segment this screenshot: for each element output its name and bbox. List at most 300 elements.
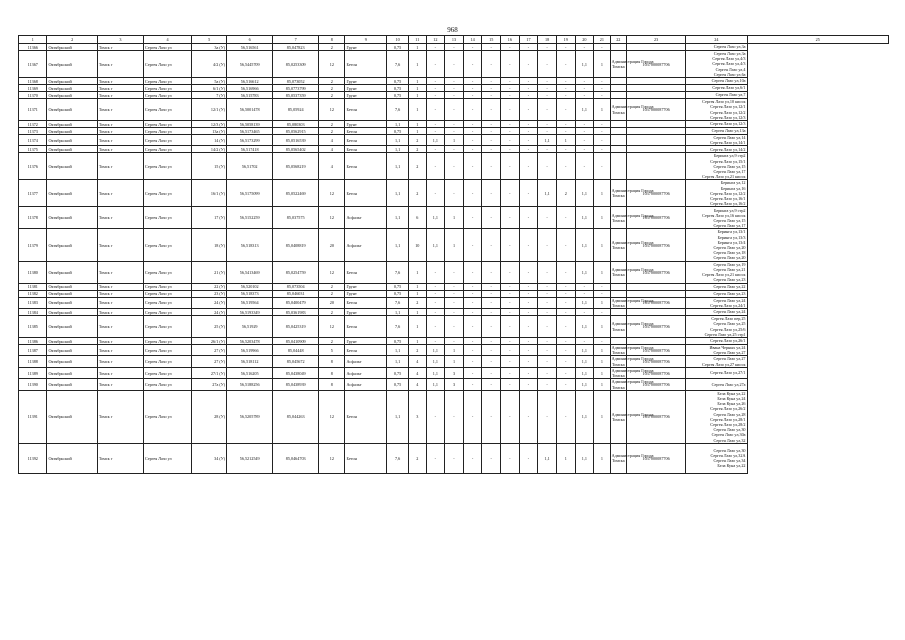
table-cell bbox=[686, 309, 747, 316]
table-cell: - bbox=[538, 99, 557, 121]
table-cell: Томск г bbox=[97, 92, 143, 99]
table-cell: 1037000087706 bbox=[627, 51, 686, 78]
table-cell: Бетон bbox=[345, 316, 387, 338]
table-cell: 56,519966 bbox=[227, 345, 273, 356]
table-cell: 56,518112 bbox=[227, 356, 273, 367]
street-address-line: Сергея Лазо ул,26/1 bbox=[710, 338, 746, 344]
column-header: 10 bbox=[387, 36, 409, 44]
table-cell: - bbox=[519, 367, 538, 378]
street-address-line: Сергея Лазо ул,32А bbox=[710, 453, 746, 459]
table-cell: 1,1 bbox=[575, 356, 594, 367]
org-line: Администрация Города bbox=[611, 212, 654, 218]
table-cell: Сергея Лазо ул bbox=[143, 290, 191, 297]
table-cell: 1 bbox=[445, 207, 464, 229]
table-cell: - bbox=[519, 51, 538, 78]
table-cell: - bbox=[445, 121, 464, 128]
street-address-line: Сергея Лазо ул,30 bbox=[713, 447, 746, 453]
table-cell: 56,5413469 bbox=[227, 261, 273, 283]
table-cell: - bbox=[556, 92, 575, 99]
street-address-line: Сергея Лазо ул,22 bbox=[713, 284, 746, 290]
table-cell: 56,5173465 bbox=[227, 128, 273, 135]
street-address-line: Бела Куна ул,22 bbox=[717, 390, 746, 396]
table-row bbox=[19, 297, 889, 308]
table-cell: Грунт bbox=[345, 44, 387, 51]
street-address-line: Сергея Лазо ул,23 bbox=[713, 291, 746, 297]
table-cell bbox=[686, 379, 747, 390]
table-cell bbox=[610, 44, 626, 51]
table-cell: 1,1 bbox=[575, 180, 594, 207]
table-cell: - bbox=[519, 85, 538, 92]
table-cell: Октябрьский bbox=[47, 51, 97, 78]
table-cell: Томск г bbox=[97, 356, 143, 367]
table-cell bbox=[610, 390, 654, 443]
table-cell: 4 bbox=[409, 379, 427, 390]
street-address-line: Сергея Лазо ул,26/2 bbox=[710, 406, 746, 412]
table-cell: Октябрьский bbox=[47, 99, 97, 121]
table-cell: 1,1 bbox=[387, 153, 409, 180]
table-cell bbox=[686, 261, 747, 283]
table-cell: 1 bbox=[594, 207, 610, 229]
table-row bbox=[19, 92, 889, 99]
street-address-line: Ивана Черных ул,24 bbox=[709, 345, 746, 351]
table-cell: - bbox=[482, 44, 501, 51]
table-cell: - bbox=[426, 180, 445, 207]
table-cell: 11372 bbox=[19, 121, 47, 128]
table-cell: - bbox=[575, 128, 594, 135]
table-cell: - bbox=[482, 309, 501, 316]
table-row bbox=[19, 121, 889, 128]
table-cell: 56,51702 bbox=[227, 153, 273, 180]
table-cell: - bbox=[538, 283, 557, 290]
table-row bbox=[19, 283, 889, 290]
table-row bbox=[19, 443, 889, 473]
table-cell: Грунт bbox=[345, 290, 387, 297]
table-cell: 85,045672 bbox=[273, 356, 319, 367]
street-address-line: Сергея Лазо ул,27 bbox=[713, 356, 746, 362]
table-cell: - bbox=[519, 121, 538, 128]
table-cell: 8 bbox=[319, 356, 345, 367]
table-cell: 85,073052 bbox=[273, 78, 319, 85]
table-cell: - bbox=[482, 92, 501, 99]
table-cell: 56,5212549 bbox=[227, 443, 273, 473]
table-cell: 1,1 bbox=[575, 297, 594, 308]
table-cell: Октябрьский bbox=[47, 379, 97, 390]
table-cell: - bbox=[538, 121, 557, 128]
table-cell: - bbox=[463, 297, 482, 308]
table-cell: 1,1 bbox=[538, 180, 557, 207]
table-cell: 7,6 bbox=[387, 297, 409, 308]
table-cell: - bbox=[463, 135, 482, 146]
table-cell: 85,0773799 bbox=[273, 85, 319, 92]
table-cell: - bbox=[556, 290, 575, 297]
table-row bbox=[19, 135, 889, 146]
table-cell: - bbox=[519, 356, 538, 367]
table-cell bbox=[627, 135, 686, 146]
table-cell: 1,1 bbox=[387, 356, 409, 367]
table-cell: 85,073504 bbox=[273, 283, 319, 290]
table-cell: 1,1 bbox=[387, 135, 409, 146]
table-cell: 1037000087706 bbox=[627, 379, 686, 390]
table-cell bbox=[610, 345, 654, 356]
table-cell: 2 bbox=[319, 338, 345, 345]
table-cell: - bbox=[482, 153, 501, 180]
table-cell: - bbox=[556, 367, 575, 378]
table-cell: Грунт bbox=[345, 283, 387, 290]
table-row bbox=[19, 128, 889, 135]
table-cell: - bbox=[463, 229, 482, 261]
table-cell: - bbox=[575, 92, 594, 99]
table-cell: 1037000087706 bbox=[627, 443, 686, 473]
page-number: 968 bbox=[447, 26, 458, 34]
table-cell: - bbox=[556, 229, 575, 261]
org-line: Томска bbox=[612, 64, 625, 69]
table-cell: - bbox=[501, 390, 520, 443]
table-cell: 1,1 bbox=[575, 345, 594, 356]
table-cell: - bbox=[501, 153, 520, 180]
table-cell: Бетон bbox=[345, 153, 387, 180]
org-line: Администрация Города bbox=[611, 321, 654, 327]
table-cell: 3 bbox=[445, 367, 464, 378]
table-cell: 11370 bbox=[19, 92, 47, 99]
table-cell: - bbox=[463, 290, 482, 297]
table-cell: 16/1 (У) bbox=[192, 180, 227, 207]
table-cell: 56,5175099 bbox=[227, 180, 273, 207]
street-address-line: Сергея Лазо ул,6а bbox=[713, 71, 746, 77]
table-cell: - bbox=[463, 99, 482, 121]
table-cell: 25 (У) bbox=[192, 316, 227, 338]
table-cell: - bbox=[556, 121, 575, 128]
table-cell: 1,1 bbox=[575, 390, 594, 443]
street-address-line: Сергея Лазо ул,10 киоск bbox=[702, 99, 746, 105]
table-cell: - bbox=[445, 390, 464, 443]
table-cell: 1,1 bbox=[575, 99, 594, 121]
table-cell: - bbox=[519, 99, 538, 121]
table-cell bbox=[686, 338, 747, 345]
table-cell: Октябрьский bbox=[47, 283, 97, 290]
table-cell: - bbox=[501, 51, 520, 78]
org-line: Администрация Города bbox=[611, 356, 654, 362]
org-line: Администрация Города bbox=[611, 104, 654, 110]
street-address-line: Бела Куна ул,26 bbox=[717, 401, 746, 407]
table-cell bbox=[686, 297, 747, 308]
table-cell: 85,0522469 bbox=[273, 180, 319, 207]
table-cell: - bbox=[519, 78, 538, 85]
street-address-line: Сергея Лазо ул,24 bbox=[713, 297, 746, 303]
table-cell: - bbox=[501, 367, 520, 378]
table-cell: - bbox=[538, 309, 557, 316]
table-cell: 2 bbox=[319, 283, 345, 290]
table-cell: Томск г bbox=[97, 316, 143, 338]
table-cell: 85,05924 bbox=[273, 99, 319, 121]
table-cell: - bbox=[575, 309, 594, 316]
table-cell: 1 bbox=[594, 379, 610, 390]
table-row bbox=[19, 367, 889, 378]
table-cell: - bbox=[556, 261, 575, 283]
table-cell: 23 (У) bbox=[192, 290, 227, 297]
table-cell: - bbox=[594, 128, 610, 135]
table-cell: 11367 bbox=[19, 51, 47, 78]
table-body bbox=[19, 44, 889, 474]
table-cell: 0,75 bbox=[387, 85, 409, 92]
table-cell: 2 bbox=[319, 78, 345, 85]
table-cell: 20 bbox=[319, 297, 345, 308]
table-cell: 56,5188256 bbox=[227, 379, 273, 390]
column-header: 17 bbox=[519, 36, 538, 44]
table-cell: 1037000087706 bbox=[627, 356, 686, 367]
street-address-line: Сергея Лазо ул,25 bbox=[713, 321, 746, 327]
table-header-row bbox=[19, 36, 889, 44]
org-line: Томска bbox=[612, 217, 625, 223]
table-cell: 1037000087706 bbox=[627, 261, 686, 283]
table-cell: 12/3 (У) bbox=[192, 121, 227, 128]
table-cell: - bbox=[575, 135, 594, 146]
table-cell: - bbox=[463, 44, 482, 51]
table-cell bbox=[686, 51, 747, 78]
table-cell: - bbox=[575, 78, 594, 85]
table-cell: 1 bbox=[556, 135, 575, 146]
table-cell: - bbox=[519, 309, 538, 316]
table-cell: - bbox=[445, 338, 464, 345]
table-cell: 1,1 bbox=[387, 309, 409, 316]
column-header: 20 bbox=[575, 36, 594, 44]
org-line: Томска bbox=[612, 272, 625, 278]
table-cell: - bbox=[463, 390, 482, 443]
table-cell: 11391 bbox=[19, 390, 47, 443]
street-address-line: Беринга ул,12 bbox=[720, 180, 746, 186]
table-cell: - bbox=[519, 261, 538, 283]
org-line: Томска bbox=[612, 326, 625, 332]
table-cell: - bbox=[463, 85, 482, 92]
table-cell: - bbox=[482, 180, 501, 207]
table-cell bbox=[610, 316, 654, 338]
table-cell: 56,5193349 bbox=[227, 309, 273, 316]
table-cell: - bbox=[501, 283, 520, 290]
column-header: 1 bbox=[19, 36, 47, 44]
table-cell: Томск г bbox=[97, 283, 143, 290]
table-row bbox=[19, 290, 889, 297]
table-cell: 14/2 (У) bbox=[192, 146, 227, 153]
table-cell: 4/2 (У) bbox=[192, 51, 227, 78]
table-cell: 20 bbox=[319, 229, 345, 261]
street-address-line: Сергея Лазо ул,32 bbox=[713, 437, 746, 443]
table-cell: 1 bbox=[409, 283, 427, 290]
table-cell: - bbox=[538, 153, 557, 180]
table-cell: - bbox=[463, 92, 482, 99]
table-cell: 7,6 bbox=[387, 443, 409, 473]
table-cell: Сергея Лазо ул bbox=[143, 207, 191, 229]
table-cell: - bbox=[426, 283, 445, 290]
table-cell: 12/1 (У) bbox=[192, 99, 227, 121]
table-cell: - bbox=[445, 283, 464, 290]
table-cell: - bbox=[501, 121, 520, 128]
table-cell: - bbox=[556, 44, 575, 51]
table-cell: - bbox=[519, 443, 538, 473]
street-address-line: Сергея Лазо ул,27/1 bbox=[710, 370, 746, 376]
table-cell: 1,1 bbox=[387, 121, 409, 128]
table-cell: Сергея Лазо ул bbox=[143, 345, 191, 356]
table-cell: Сергея Лазо ул bbox=[143, 146, 191, 153]
org-line: Томска bbox=[612, 384, 625, 390]
table-cell: 1,1 bbox=[575, 261, 594, 283]
table-cell: - bbox=[556, 379, 575, 390]
table-cell: - bbox=[594, 92, 610, 99]
table-cell bbox=[686, 78, 747, 85]
org-line: Томска bbox=[612, 193, 625, 199]
table-cell: 1 bbox=[409, 99, 427, 121]
table-cell: 1037000087706 bbox=[627, 367, 686, 378]
table-cell bbox=[686, 153, 747, 180]
table-cell: - bbox=[501, 85, 520, 92]
table-cell bbox=[627, 290, 686, 297]
table-cell: 1 bbox=[409, 316, 427, 338]
street-address-line: Беринга ул,9 стр2 bbox=[713, 153, 746, 159]
table-cell: 1 bbox=[409, 92, 427, 99]
table-cell: - bbox=[426, 443, 445, 473]
street-address-line: Сергея Лазо ул,15/1 bbox=[710, 158, 746, 164]
table-cell: - bbox=[445, 51, 464, 78]
table-cell: 11386 bbox=[19, 338, 47, 345]
table-cell: 2 bbox=[409, 180, 427, 207]
table-cell: Томск г bbox=[97, 146, 143, 153]
table-cell: Томск г bbox=[97, 261, 143, 283]
table-cell: 2 bbox=[409, 153, 427, 180]
table-cell: - bbox=[445, 44, 464, 51]
table-cell: 0,75 bbox=[387, 92, 409, 99]
table-cell: - bbox=[556, 316, 575, 338]
street-address-line: Сергея Лазо ул,16/2 bbox=[710, 201, 746, 207]
table-cell: Октябрьский bbox=[47, 261, 97, 283]
table-cell: - bbox=[445, 78, 464, 85]
table-cell: - bbox=[519, 283, 538, 290]
table-cell: 56,5203478 bbox=[227, 338, 273, 345]
table-cell: 11374 bbox=[19, 135, 47, 146]
table-cell: 0,75 bbox=[387, 367, 409, 378]
table-cell: - bbox=[445, 153, 464, 180]
org-line: Томска bbox=[612, 109, 625, 115]
table-cell: - bbox=[482, 261, 501, 283]
table-cell bbox=[686, 44, 747, 51]
table-cell: Томск г bbox=[97, 229, 143, 261]
table-cell: 85,0568219 bbox=[273, 153, 319, 180]
street-address-line: Сергея Лазо ул,28/2 bbox=[710, 421, 746, 427]
table-cell: - bbox=[482, 229, 501, 261]
table-cell bbox=[686, 146, 747, 153]
table-cell: Сергея Лазо ул bbox=[143, 443, 191, 473]
table-cell: Асфальт bbox=[345, 229, 387, 261]
table-cell: 2 bbox=[319, 290, 345, 297]
table-cell: Октябрьский bbox=[47, 316, 97, 338]
street-address-line: Беринга ул,9 стр2 bbox=[713, 207, 746, 213]
table-cell: 1,1 bbox=[426, 379, 445, 390]
column-header: 4 bbox=[143, 36, 191, 44]
table-cell: 85,047823 bbox=[273, 44, 319, 51]
street-address-line: Сергея Лазо ул,23 bbox=[713, 277, 746, 283]
org-line: Томска bbox=[612, 245, 625, 251]
street-address-line: Сергея Лазо ул,30 bbox=[713, 427, 746, 433]
table-cell: - bbox=[575, 85, 594, 92]
street-address-line: Сергея Лазо ул,4 bbox=[715, 66, 746, 72]
table-cell bbox=[610, 379, 654, 390]
table-cell: 22 (У) bbox=[192, 283, 227, 290]
table-cell: 1,1 bbox=[426, 229, 445, 261]
table-cell: Бетон bbox=[345, 345, 387, 356]
table-cell: 15 (У) bbox=[192, 153, 227, 180]
table-row bbox=[19, 261, 889, 283]
table-cell: - bbox=[482, 207, 501, 229]
table-cell: 11383 bbox=[19, 297, 47, 308]
street-address-line: Сергея Лазо ул,27 киоск bbox=[702, 361, 746, 367]
table-cell: 1,1 bbox=[575, 207, 594, 229]
table-cell: - bbox=[426, 92, 445, 99]
table-cell: Октябрьский bbox=[47, 297, 97, 308]
table-cell: Бетон bbox=[345, 180, 387, 207]
table-cell: - bbox=[501, 99, 520, 121]
table-cell: 85,046031 bbox=[273, 290, 319, 297]
table-cell: - bbox=[463, 128, 482, 135]
table-cell: 1,1 bbox=[426, 135, 445, 146]
table-cell: - bbox=[519, 92, 538, 99]
table-cell: 1 bbox=[445, 356, 464, 367]
table-cell: Томск г bbox=[97, 338, 143, 345]
table-cell: Грунт bbox=[345, 309, 387, 316]
table-cell bbox=[610, 128, 626, 135]
table-cell: - bbox=[519, 316, 538, 338]
column-header: 16 bbox=[501, 36, 520, 44]
column-header: 23 bbox=[627, 36, 686, 44]
table-cell: - bbox=[426, 128, 445, 135]
table-cell: 11385 bbox=[19, 316, 47, 338]
table-cell: Томск г bbox=[97, 99, 143, 121]
table-cell: 56,5205789 bbox=[227, 390, 273, 443]
table-cell: - bbox=[501, 297, 520, 308]
table-cell: - bbox=[519, 128, 538, 135]
street-address-line: Сергея Лазо ул,28 bbox=[713, 411, 746, 417]
table-cell: 1 bbox=[445, 345, 464, 356]
column-header: 2 bbox=[47, 36, 97, 44]
table-cell: Томск г bbox=[97, 290, 143, 297]
table-cell: 5 bbox=[319, 345, 345, 356]
table-cell: 1 bbox=[409, 128, 427, 135]
table-cell: - bbox=[426, 85, 445, 92]
street-address-line: Сергея Лазо ул,34 bbox=[713, 458, 746, 464]
table-cell: 1,1 bbox=[575, 229, 594, 261]
table-cell bbox=[686, 85, 747, 92]
street-address-line: Сергея Лазо ул,4/3 bbox=[712, 61, 746, 67]
table-cell: - bbox=[501, 180, 520, 207]
column-header: 18 bbox=[538, 36, 557, 44]
table-cell: - bbox=[538, 146, 557, 153]
street-address-line: Сергея Лазо ул,12/2 bbox=[710, 109, 746, 115]
table-cell: 56,518313 bbox=[227, 229, 273, 261]
table-cell: - bbox=[445, 85, 464, 92]
table-cell: - bbox=[556, 85, 575, 92]
table-cell: 27 (У) bbox=[192, 356, 227, 367]
table-cell: 1 bbox=[409, 85, 427, 92]
table-cell: 56,5152259 bbox=[227, 207, 273, 229]
table-row bbox=[19, 99, 889, 121]
table-cell: - bbox=[463, 51, 482, 78]
table-cell bbox=[610, 121, 626, 128]
table-cell: 7 (У) bbox=[192, 92, 227, 99]
table-cell: - bbox=[482, 146, 501, 153]
table-cell: 85,0464703 bbox=[273, 443, 319, 473]
table-cell: - bbox=[594, 309, 610, 316]
table-cell: - bbox=[594, 121, 610, 128]
street-address-line: Сергея Лазо ул,24 bbox=[713, 309, 746, 315]
table-cell: - bbox=[538, 338, 557, 345]
org-line: Томска bbox=[612, 302, 625, 308]
table-cell: Томск г bbox=[97, 180, 143, 207]
